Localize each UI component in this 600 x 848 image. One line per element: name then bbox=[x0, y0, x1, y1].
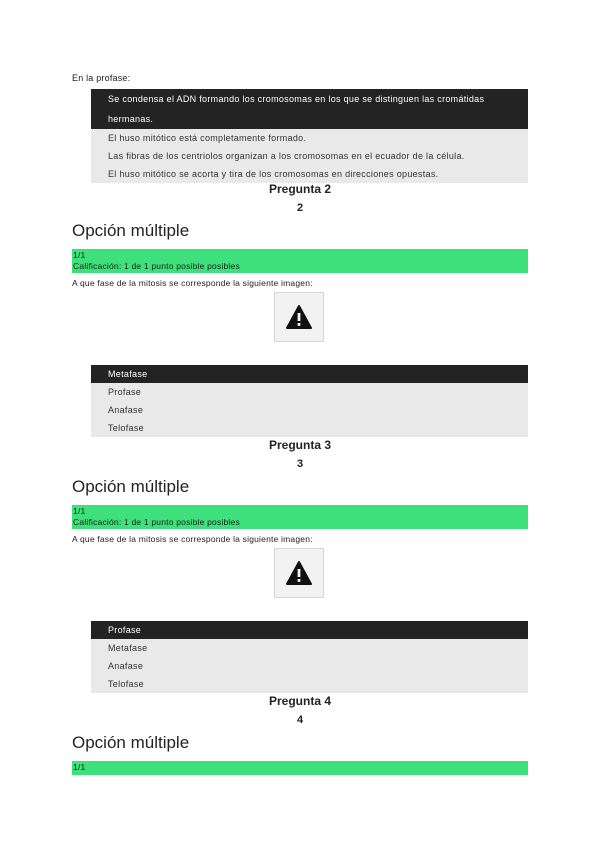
question-2-grade-banner bbox=[72, 249, 528, 273]
question-2-options bbox=[91, 365, 528, 437]
option-selected[interactable]: Se condensa el ADN formando los cromosomas en los que se distinguen las cromátidas hermanas. bbox=[91, 89, 528, 129]
option[interactable]: Las fibras de los centriolos organizan a los cromosomas en el ecuador de la célula. bbox=[108, 151, 465, 161]
question-2-title: Pregunta 2 bbox=[268, 182, 331, 196]
question-3-image bbox=[274, 548, 324, 598]
option[interactable]: Telofase bbox=[108, 679, 144, 689]
score: 1/1 bbox=[73, 506, 86, 516]
option[interactable]: Telofase bbox=[108, 423, 144, 433]
question-3-number: 3 bbox=[296, 458, 304, 470]
grade-text: Calificación: 1 de 1 punto posible posibles bbox=[73, 517, 240, 527]
question-4-title: Pregunta 4 bbox=[268, 694, 331, 708]
option[interactable]: Metafase bbox=[108, 643, 148, 653]
option-selected[interactable]: Metafase bbox=[91, 365, 528, 383]
score: 1/1 bbox=[73, 762, 86, 772]
question-4-type: Opción múltiple bbox=[72, 733, 190, 752]
option[interactable]: El huso mitótico se acorta y tira de los cromosomas en direcciones opuestas. bbox=[108, 169, 439, 179]
question-2-image bbox=[274, 292, 324, 342]
option[interactable]: El huso mitótico está completamente formado. bbox=[108, 133, 307, 143]
question-2-number: 2 bbox=[296, 202, 304, 214]
question-1-options bbox=[91, 89, 528, 183]
grade-text: Calificación: 1 de 1 punto posible posibles bbox=[73, 261, 240, 271]
question-3-title: Pregunta 3 bbox=[268, 438, 331, 452]
question-3-grade-banner bbox=[72, 505, 528, 529]
question-3-options bbox=[91, 621, 528, 693]
option-selected[interactable]: Profase bbox=[91, 621, 528, 639]
question-1-intro: En la profase: bbox=[72, 73, 131, 83]
option[interactable]: Anafase bbox=[108, 405, 144, 415]
warning-icon bbox=[286, 561, 312, 585]
question-3-type: Opción múltiple bbox=[72, 477, 190, 496]
warning-icon bbox=[286, 305, 312, 329]
question-3-prompt: A que fase de la mitosis se corresponde la siguiente imagen: bbox=[72, 534, 313, 544]
question-2-prompt: A que fase de la mitosis se corresponde la siguiente imagen: bbox=[72, 278, 313, 288]
question-2-type: Opción múltiple bbox=[72, 221, 190, 240]
question-4-grade-banner bbox=[72, 761, 528, 775]
option[interactable]: Profase bbox=[108, 387, 142, 397]
score: 1/1 bbox=[73, 250, 86, 260]
option[interactable]: Anafase bbox=[108, 661, 144, 671]
question-4-number: 4 bbox=[296, 714, 304, 726]
